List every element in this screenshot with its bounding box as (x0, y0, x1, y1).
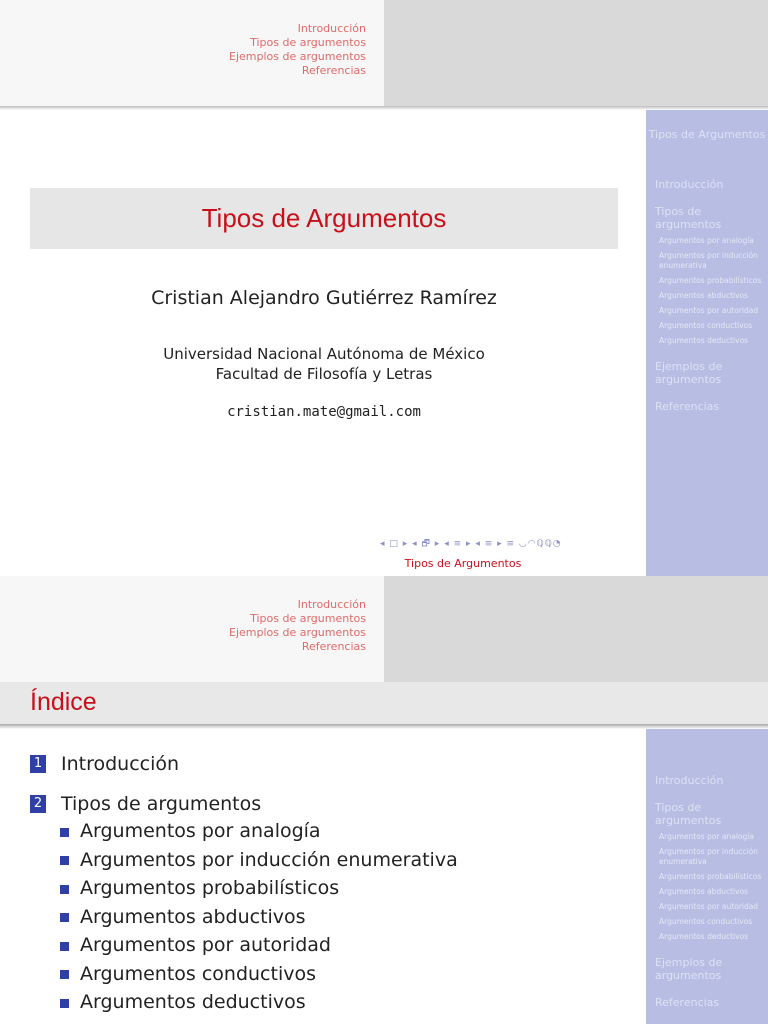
square-bullet-icon (60, 913, 69, 922)
institution-line-2: Facultad de Filosofía y Letras (215, 365, 433, 383)
sidebar-item-referencias[interactable]: Referencias (655, 400, 720, 413)
toc-section-tipos[interactable] (30, 791, 630, 817)
sidebar-sub-analogia[interactable]: Argumentos por analogía (659, 236, 754, 245)
sidebar-sub-abductivos[interactable]: Argumentos abductivos (659, 291, 749, 300)
square-bullet-icon (60, 856, 69, 865)
header-bar (0, 0, 768, 106)
header-right-panel (384, 576, 768, 682)
sidebar-sub-autoridad[interactable]: Argumentos por autoridad (659, 902, 759, 911)
nav-link-tipos[interactable]: Tipos de argumentos (250, 612, 366, 625)
slide-title: Tipos de Argumentos (201, 203, 447, 233)
toc-subsection[interactable] (30, 988, 630, 1017)
institution (30, 344, 618, 384)
header-nav-links (229, 598, 366, 654)
nav-link-ejemplos[interactable]: Ejemplos de argumentos (229, 626, 366, 639)
nav-link-tipos[interactable]: Tipos de argumentos (250, 36, 366, 49)
header-nav-links (229, 22, 366, 78)
sidebar-sub-conductivos[interactable]: Argumentos conductivos (659, 917, 753, 926)
nav-link-referencias[interactable]: Referencias (301, 640, 366, 653)
index-slide (0, 576, 768, 1024)
toc-subsection-label: Argumentos abductivos (80, 905, 306, 928)
sidebar-item-intro[interactable]: Introducción (655, 178, 724, 191)
frame-title: Índice (30, 688, 97, 716)
sidebar (646, 110, 768, 576)
title-block (30, 188, 618, 249)
sidebar-sub-induccion[interactable]: Argumentos por inducción enumerativa (659, 251, 758, 270)
toc-subsection[interactable] (30, 960, 630, 989)
table-of-contents (30, 751, 630, 1017)
sidebar-item-tipos[interactable]: Tipos de argumentos (655, 205, 722, 231)
square-bullet-icon (60, 999, 69, 1008)
sidebar-sub-probabilisticos[interactable]: Argumentos probabilísticos (659, 872, 762, 881)
header-right-panel (384, 0, 768, 106)
institution-line-1: Universidad Nacional Autónoma de México (163, 345, 485, 363)
square-bullet-icon (60, 942, 69, 951)
toc-number: 2 (30, 795, 46, 813)
sidebar-sub-deductivos[interactable]: Argumentos deductivos (659, 932, 749, 941)
toc-section-intro[interactable] (30, 751, 630, 777)
toc-subsection-label: Argumentos conductivos (80, 962, 316, 985)
toc-section-label: Introducción (61, 753, 180, 775)
toc-subsection-label: Argumentos por inducción enumerativa (80, 848, 458, 871)
sidebar-title: Tipos de Argumentos (648, 128, 766, 141)
frame-title-bar (0, 682, 768, 724)
toc-subsection-label: Argumentos deductivos (80, 991, 306, 1014)
square-bullet-icon (60, 885, 69, 894)
sidebar-sub-autoridad[interactable]: Argumentos por autoridad (659, 306, 759, 315)
sidebar-sub-deductivos[interactable]: Argumentos deductivos (659, 336, 749, 345)
header-nav-panel (0, 0, 384, 106)
footer-title: Tipos de Argumentos (404, 557, 522, 570)
sidebar-item-ejemplos[interactable]: Ejemplos de argumentos (655, 956, 723, 982)
toc-subsection[interactable] (30, 874, 630, 903)
beamer-navigation-icons[interactable]: ◂ □ ▸ ◂ 🗗 ▸ ◂ ≡ ▸ ◂ ≡ ▸ ≡ ◡◠ℚℚ◔ (380, 539, 562, 549)
sidebar-sub-abductivos[interactable]: Argumentos abductivos (659, 887, 749, 896)
sidebar-item-intro[interactable]: Introducción (655, 774, 724, 787)
square-bullet-icon (60, 970, 69, 979)
author-email: cristian.mate@gmail.com (227, 404, 421, 420)
sidebar-item-tipos[interactable]: Tipos de argumentos (655, 801, 722, 827)
toc-subsection[interactable] (30, 846, 630, 875)
toc-subsection[interactable] (30, 903, 630, 932)
toc-subsection-label: Argumentos por autoridad (80, 934, 331, 957)
header-bar (0, 576, 768, 682)
author-name: Cristian Alejandro Gutiérrez Ramírez (151, 287, 497, 309)
nav-link-ejemplos[interactable]: Ejemplos de argumentos (229, 50, 366, 63)
toc-number: 1 (30, 755, 46, 773)
sidebar-item-ejemplos[interactable]: Ejemplos de argumentos (655, 360, 723, 386)
nav-link-intro[interactable]: Introducción (297, 598, 366, 611)
toc-subsection-label: Argumentos probabilísticos (80, 877, 340, 900)
toc-subsection-label: Argumentos por analogía (80, 820, 321, 843)
sidebar-sub-analogia[interactable]: Argumentos por analogía (659, 832, 754, 841)
square-bullet-icon (60, 828, 69, 837)
nav-link-intro[interactable]: Introducción (297, 22, 366, 35)
nav-link-referencias[interactable]: Referencias (301, 64, 366, 77)
toc-subsection[interactable] (30, 931, 630, 960)
sidebar-sub-conductivos[interactable]: Argumentos conductivos (659, 321, 753, 330)
sidebar (646, 729, 768, 1024)
header-nav-panel (0, 576, 384, 682)
sidebar-sub-probabilisticos[interactable]: Argumentos probabilísticos (659, 276, 762, 285)
sidebar-item-referencias[interactable]: Referencias (655, 996, 720, 1009)
toc-section-label: Tipos de argumentos (61, 793, 262, 815)
toc-subsection[interactable] (30, 817, 630, 846)
sidebar-sub-induccion[interactable]: Argumentos por inducción enumerativa (659, 847, 758, 866)
